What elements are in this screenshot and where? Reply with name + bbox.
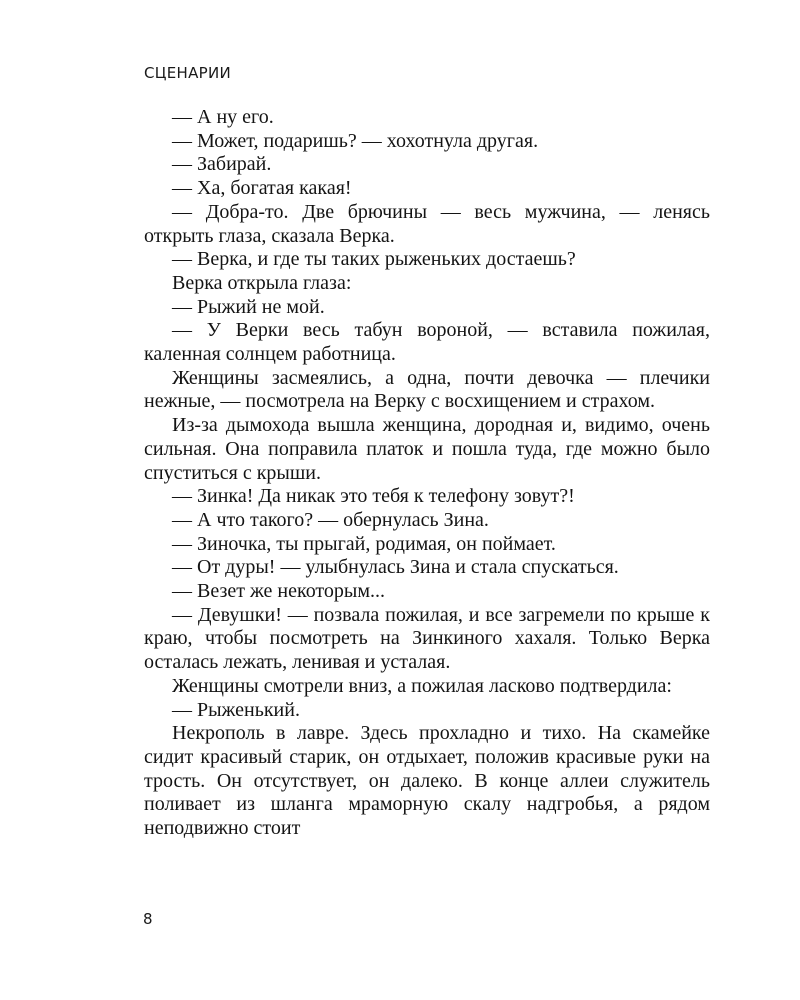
paragraph: Из-за дымохода вышла женщина, дородная и, видимо, очень сильная. Она поправила платок и пошла туда, где можно было спуститься с крыши. — [144, 414, 710, 484]
running-head: СЦЕНАРИИ — [144, 64, 232, 82]
paragraph: Женщины смотрели вниз, а пожилая ласково подтвердила: — [172, 674, 672, 697]
paragraph: Некрополь в лавре. Здесь прохладно и тихо. На скамейке сидит красивый старик, он отдыхает, положив красивые руки на трость. Он отсутствует, он далеко. В конце аллеи служитель поливает из шланга мраморную скалу надгробья, а рядом неподвижно стоит — [144, 722, 710, 840]
paragraph: — Забирай. — [172, 153, 272, 176]
paragraph: — А что такого? — обернулась Зина. — [172, 508, 489, 531]
page-number: 8 — [143, 910, 153, 928]
paragraph: Верка открыла глаза: — [172, 271, 352, 294]
paragraph: Женщины засмеялись, а одна, почти девочка — плечики нежные, — посмотрела на Верку с восхищением и страхом. — [144, 366, 710, 413]
paragraph: — А ну его. — [172, 106, 274, 128]
paragraph: — Верка, и где ты таких рыженьких достаешь? — [172, 248, 576, 271]
paragraph: — Зиночка, ты прыгай, родимая, он поймает. — [172, 532, 556, 555]
paragraph: — Может, подаришь? — хохотнула другая. — [172, 129, 539, 152]
paragraph: — От дуры! — улыбнулась Зина и стала спускаться. — [172, 556, 619, 579]
body-text — [144, 106, 710, 841]
paragraph: — Добра-то. Две брючины — весь мужчина, — ленясь открыть глаза, сказала Верка. — [144, 200, 710, 247]
paragraph: — Ха, богатая какая! — [172, 177, 352, 200]
paragraph: — Рыженький. — [172, 698, 300, 721]
paragraph: — Везет же некоторым... — [172, 580, 385, 603]
paragraph: — Рыжий не мой. — [172, 295, 325, 318]
paragraph: — У Верки весь табун вороной, — вставила пожилая, каленная солнцем работница. — [144, 319, 710, 366]
paragraph: — Зинка! Да никак это тебя к телефону зовут?! — [172, 485, 575, 508]
paragraph: — Девушки! — позвала пожилая, и все загремели по крыше к краю, чтобы посмотреть на Зинкиного хахаля. Только Верка осталась лежать, ленивая и усталая. — [144, 603, 710, 674]
